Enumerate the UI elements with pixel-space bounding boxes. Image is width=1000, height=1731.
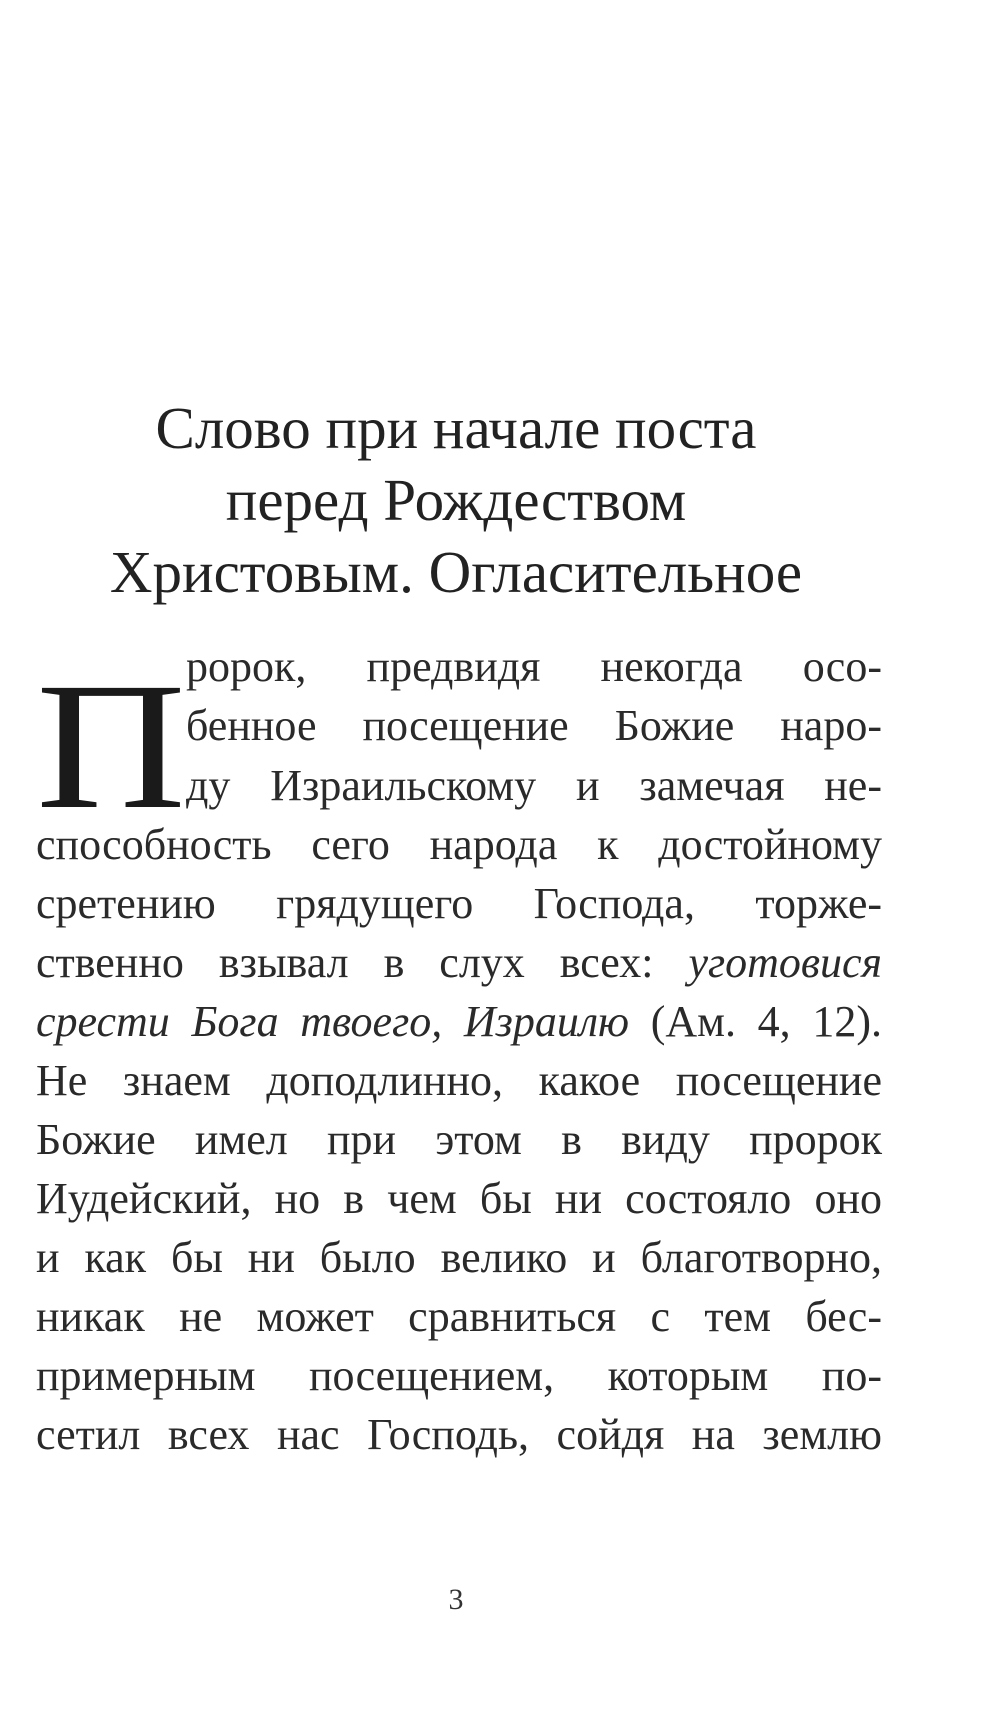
body-line: Иудейский, но в чем бы ни состояло оно (36, 1174, 882, 1223)
body-line: никак не может сравниться с тем бес- (36, 1292, 882, 1341)
body-line (36, 991, 882, 1053)
body-line: сетил всех нас Господь, сойдя на землю (36, 1410, 882, 1459)
page-number: 3 (448, 1583, 464, 1616)
body-line: сретению грядущего Господа, торже- (36, 879, 882, 928)
chapter-title (0, 392, 912, 608)
body-line: и как бы ни было велико и благотворно, (36, 1233, 882, 1282)
body-line: ророк, предвидя некогда осо- (186, 642, 882, 691)
scripture-reference: (Ам. 4, 12). (650, 997, 882, 1046)
drop-cap (36, 680, 186, 820)
body-line: Не знаем доподлинно, какое посещение (36, 1056, 882, 1105)
body-line: примерным посещением, которым по- (36, 1351, 882, 1400)
title-line-3: Христовым. Огласительное (109, 539, 803, 605)
body-line: ду Израильскому и замечая не- (186, 761, 882, 810)
body-text-run: ственно взывал в слух всех: (36, 938, 654, 987)
svg-text:П: П (36, 680, 186, 820)
body-line (36, 932, 882, 994)
title-line-2: перед Рождеством (225, 467, 687, 533)
body-line: способность сего народа к достойному (36, 820, 882, 869)
title-line-1: Слово при начале поста (155, 395, 757, 461)
scripture-quote: срести Бога твоего, Израилю (36, 997, 630, 1046)
body-line: бенное посещение Божие наро- (186, 701, 882, 750)
scripture-quote: уготовися (688, 938, 882, 987)
body-line: Божие имел при этом в виду пророк (36, 1115, 882, 1164)
